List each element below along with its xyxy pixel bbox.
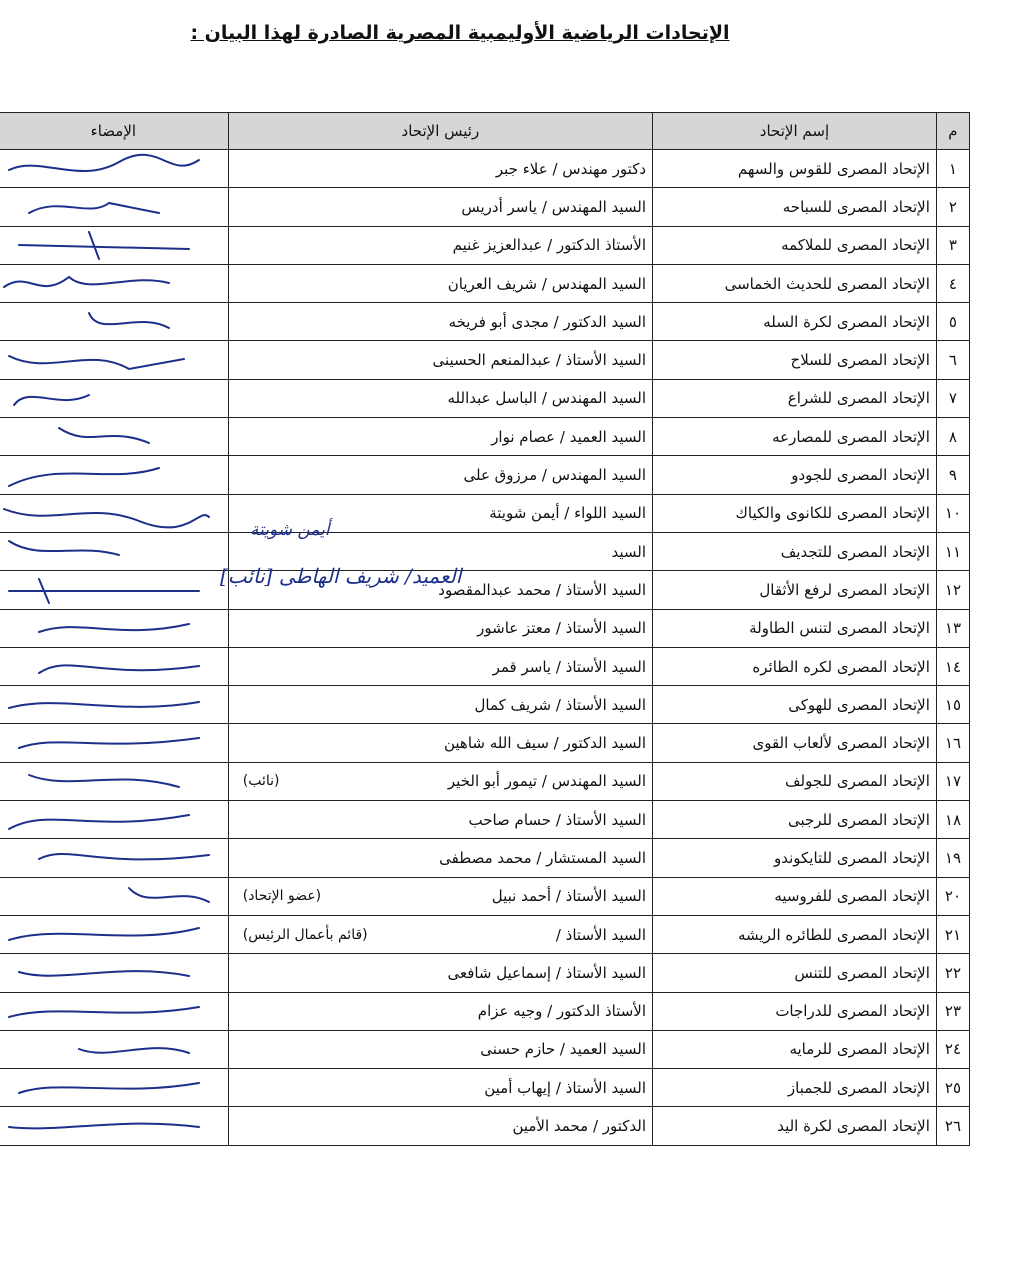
president-cell [228,801,652,839]
president-cell [228,1069,652,1107]
row-number: ٢٠ [936,877,969,915]
federation-name: الإتحاد المصرى للتجديف [653,532,937,570]
president-name: السيد الأستاذ / أحمد نبيل [491,887,647,906]
signature-cell [0,418,228,456]
signature-cell [0,1069,228,1107]
president-cell [228,341,652,379]
president-name: السيد اللواء / أيمن شويتة [489,504,647,523]
row-number: ٣ [936,226,969,264]
row-number: ١٥ [936,686,969,724]
table-row [0,647,970,685]
signature-cell [0,379,228,417]
president-cell [228,188,652,226]
table-row [0,1069,970,1107]
row-number: ٤ [936,264,969,302]
president-cell [228,954,652,992]
signature-scribble [0,1031,215,1068]
table-row [0,494,970,532]
signature-scribble [0,878,215,915]
federation-name: الإتحاد المصرى للسباحه [653,188,937,226]
table-row [0,915,970,953]
signature-cell [0,915,228,953]
president-cell [228,762,652,800]
president-note: (نائب) [242,773,280,790]
table-row [0,303,970,341]
president-cell [228,724,652,762]
row-number: ١ [936,150,969,188]
row-number: ٢ [936,188,969,226]
table-row [0,188,970,226]
federation-name: الإتحاد المصرى للجودو [653,456,937,494]
page-title: الإتحادات الرياضية الأوليمبية المصرية الصادرة لهذا البيان : [190,22,730,44]
row-number: ٧ [936,379,969,417]
signature-cell [0,341,228,379]
federation-name: الإتحاد المصرى لرفع الأثقال [653,571,937,609]
signature-cell [0,647,228,685]
federation-name: الإتحاد المصرى للحديث الخماسى [653,264,937,302]
president-name: دكتور مهندس / علاء جبر [495,159,647,178]
president-name: السيد المهندس / ياسر أدريس [461,197,647,216]
row-number: ٢١ [936,915,969,953]
signature-scribble [0,801,215,838]
signature-cell [0,150,228,188]
signature-scribble [0,610,215,647]
signature-scribble [0,495,215,532]
row-number: ٢٣ [936,992,969,1030]
federation-name: الإتحاد المصرى للطائره الريشه [653,915,937,953]
row-number: ١٤ [936,647,969,685]
president-name: الأستاذ الدكتور / عبدالعزيز غنيم [452,236,647,255]
signature-cell [0,264,228,302]
signature-cell [0,801,228,839]
president-name: السيد الأستاذ / محمد عبدالمقصود [438,580,647,599]
president-name: السيد العميد / عصام نوار [491,427,647,446]
signature-scribble [0,265,215,302]
federation-name: الإتحاد المصرى للملاكمه [653,226,937,264]
federation-name: الإتحاد المصرى للسلاح [653,341,937,379]
table-row [0,341,970,379]
federation-name: الإتحاد المصرى للرمايه [653,1030,937,1068]
table-row [0,724,970,762]
row-number: ١٨ [936,801,969,839]
handwritten-row10-name: أيمن شويتة [250,520,330,540]
row-number: ٨ [936,418,969,456]
signature-cell [0,992,228,1030]
federation-name: الإتحاد المصرى للرجبى [653,801,937,839]
president-name: السيد الدكتور / مجدى أبو فريخه [448,312,647,331]
row-number: ٦ [936,341,969,379]
signature-scribble [0,533,215,570]
president-name: الدكتور / محمد الأمين [512,1117,647,1136]
signature-scribble [0,227,215,264]
federation-name: الإتحاد المصرى لكره الطائره [653,647,937,685]
signature-scribble [0,418,215,455]
table-row [0,762,970,800]
signature-scribble [0,648,215,685]
president-name: السيد الأستاذ / شريف كمال [474,695,647,714]
signature-cell [0,954,228,992]
president-cell [228,839,652,877]
president-name: السيد المهندس / تيمور أبو الخير [447,772,647,791]
president-cell [228,303,652,341]
president-cell [228,647,652,685]
signature-scribble [0,150,215,187]
table-row [0,571,970,609]
president-cell [228,150,652,188]
federations-table [0,112,970,1146]
table-body [0,150,970,1146]
signature-scribble [0,763,215,800]
signature-cell [0,226,228,264]
president-cell [228,226,652,264]
table-row [0,686,970,724]
federation-name: الإتحاد المصرى للتنس [653,954,937,992]
president-cell [228,1107,652,1145]
table-header-row [0,113,970,150]
row-number: ١٣ [936,609,969,647]
federation-name: الإتحاد المصرى للجولف [653,762,937,800]
president-name: السيد الأستاذ / عبدالمنعم الحسينى [432,351,647,370]
row-number: ٢٤ [936,1030,969,1068]
president-name: السيد المهندس / شريف العريان [447,274,647,293]
table-row [0,150,970,188]
president-cell [228,264,652,302]
president-note: (قائم بأعمال الرئيس) [242,926,368,943]
federation-name: الإتحاد المصرى للهوكى [653,686,937,724]
table-row [0,877,970,915]
signature-cell [0,456,228,494]
federation-name: الإتحاد المصرى لألعاب القوى [653,724,937,762]
president-cell [228,877,652,915]
table-row [0,418,970,456]
president-cell [228,686,652,724]
table-row [0,532,970,570]
header-president: رئيس الإتحاد [228,113,652,150]
president-cell [228,456,652,494]
table-row [0,609,970,647]
signature-scribble [0,724,215,761]
president-name: السيد الأستاذ / إسماعيل شافعى [447,963,647,982]
signature-cell [0,877,228,915]
federation-name: الإتحاد المصرى لتنس الطاولة [653,609,937,647]
signature-scribble [0,954,215,991]
signature-cell [0,303,228,341]
signature-cell [0,839,228,877]
signature-scribble [0,916,215,953]
row-number: ١٠ [936,494,969,532]
president-cell [228,609,652,647]
row-number: ١٧ [936,762,969,800]
signature-scribble [0,839,215,876]
signature-scribble [0,303,215,340]
federation-name: الإتحاد المصرى للتايكوندو [653,839,937,877]
signature-scribble [0,686,215,723]
row-number: ٢٦ [936,1107,969,1145]
row-number: ١٩ [936,839,969,877]
header-signature: الإمضاء [0,113,228,150]
row-number: ٢٢ [936,954,969,992]
signature-cell [0,1107,228,1145]
president-name: السيد [611,542,647,561]
table-row [0,456,970,494]
signature-scribble [0,341,215,378]
federation-name: الإتحاد المصرى للمصارعه [653,418,937,456]
table-row [0,801,970,839]
president-name: السيد الأستاذ / [555,925,647,944]
federation-name: الإتحاد المصرى للجمباز [653,1069,937,1107]
table-row [0,264,970,302]
table-row [0,954,970,992]
president-cell [228,379,652,417]
signature-scribble [0,456,215,493]
president-name: الأستاذ الدكتور / وجيه عزام [477,1002,647,1021]
signature-scribble [0,380,215,417]
handwritten-row11-name: العميد/ شريف الهاطى [نائب] [220,564,462,588]
table-row [0,1030,970,1068]
table-row [0,226,970,264]
president-name: السيد الأستاذ / معتز عاشور [477,619,647,638]
federation-name: الإتحاد المصرى للشراع [653,379,937,417]
signature-cell [0,609,228,647]
federation-name: الإتحاد المصرى للكانوى والكياك [653,494,937,532]
header-num: م [936,113,969,150]
table-row [0,379,970,417]
president-name: السيد الدكتور / سيف الله شاهين [443,734,647,753]
president-name: السيد الأستاذ / ياسر قمر [492,657,647,676]
signature-cell [0,762,228,800]
president-cell [228,992,652,1030]
signature-cell [0,1030,228,1068]
signature-cell [0,686,228,724]
header-federation: إسم الإتحاد [653,113,937,150]
row-number: ١٦ [936,724,969,762]
president-cell [228,418,652,456]
president-note: (عضو الإتحاد) [242,888,322,905]
table-row [0,839,970,877]
row-number: ٩ [936,456,969,494]
signature-scribble [0,571,215,608]
row-number: ١١ [936,532,969,570]
federation-name: الإتحاد المصرى للدراجات [653,992,937,1030]
signature-cell [0,494,228,532]
signature-scribble [0,1107,215,1144]
federation-name: الإتحاد المصرى للقوس والسهم [653,150,937,188]
president-name: السيد العميد / حازم حسنى [480,1040,647,1059]
federation-name: الإتحاد المصرى لكرة اليد [653,1107,937,1145]
president-name: السيد الأستاذ / إيهاب أمين [484,1078,647,1097]
signature-scribble [0,1069,215,1106]
president-cell [228,1030,652,1068]
row-number: ١٢ [936,571,969,609]
president-name: السيد الأستاذ / حسام صاحب [468,810,647,829]
president-name: السيد المستشار / محمد مصطفى [439,848,647,867]
row-number: ٥ [936,303,969,341]
president-name: السيد المهندس / مرزوق على [463,466,647,485]
row-number: ٢٥ [936,1069,969,1107]
signature-cell [0,532,228,570]
president-name: السيد المهندس / الباسل عبدالله [447,389,647,408]
signature-cell [0,188,228,226]
signature-scribble [0,993,215,1030]
federation-name: الإتحاد المصرى للفروسيه [653,877,937,915]
table-row [0,992,970,1030]
signature-cell [0,724,228,762]
signature-scribble [0,188,215,225]
federation-name: الإتحاد المصرى لكرة السله [653,303,937,341]
president-cell [228,915,652,953]
signature-cell [0,571,228,609]
table-row [0,1107,970,1145]
